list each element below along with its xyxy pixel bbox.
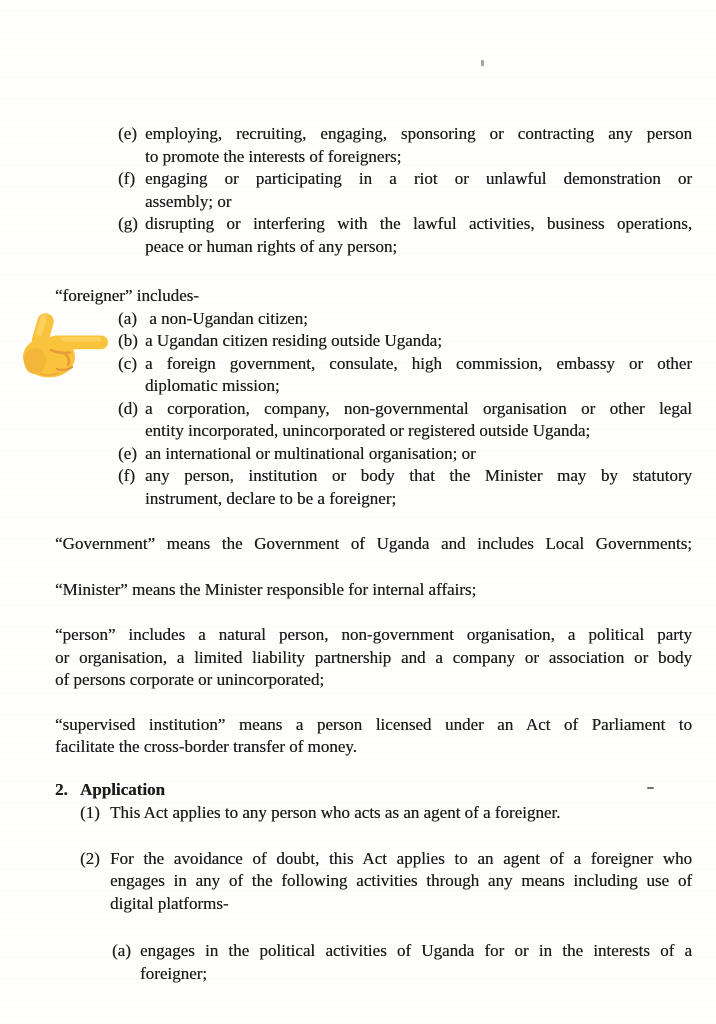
clause-list-efg <box>118 123 692 258</box>
text-line: an international or multinational organisation; or <box>145 443 476 463</box>
text-line: a Ugandan citizen residing outside Uganda; <box>145 331 442 350</box>
list-item <box>118 443 692 466</box>
text-line: digital platforms- <box>110 893 229 913</box>
definition-term-line: “foreigner” includes- <box>55 286 199 305</box>
item-label: (a) <box>118 308 137 328</box>
item-label: (c) <box>118 353 137 373</box>
list-item <box>118 398 692 443</box>
section-title: Application <box>80 779 166 799</box>
item-label: (a) <box>112 941 131 960</box>
text-line: a corporation, company, non-governmental organisation or other legal <box>145 398 692 418</box>
text-line: a non-Ugandan citizen; <box>145 308 308 328</box>
text-line: entity incorporated, unincorporated or registered outside Uganda; <box>145 421 591 440</box>
item-label: (g) <box>118 214 138 233</box>
list-item <box>112 940 692 985</box>
list-item <box>80 802 692 825</box>
text-line: peace or human rights of any person; <box>145 236 398 256</box>
item-label: (f) <box>118 466 135 485</box>
scan-dash <box>647 787 654 789</box>
definition-person <box>55 624 692 692</box>
text-line: instrument, declare to be a foreigner; <box>145 488 397 508</box>
text-line: engages in any of the following activities through any means including use of <box>110 871 692 890</box>
list-item <box>118 213 692 258</box>
text-line: or organisation, a limited liability partnership and a company or association or body <box>55 647 692 667</box>
text-line: to promote the interests of foreigners; <box>145 146 402 166</box>
definition-foreigner <box>55 285 692 510</box>
definition-supervised-institution <box>55 714 692 759</box>
text-line: foreigner; <box>140 963 208 983</box>
text-line: assembly; or <box>145 191 232 211</box>
list-item <box>118 465 692 510</box>
section-number: 2. <box>55 779 68 799</box>
section-2-heading <box>55 779 692 802</box>
list-item <box>118 123 692 168</box>
list-item <box>55 579 692 602</box>
item-label: (f) <box>118 169 135 188</box>
text-line: any person, institution or body that the Minister may by statutory <box>145 466 692 485</box>
text-line: engaging or participating in a riot or unlawful demonstration or <box>145 169 692 188</box>
section-2-sub-1 <box>80 802 692 825</box>
text-line: “person” includes a natural person, non-government organisation, a political party <box>55 625 692 644</box>
list-item <box>55 533 692 556</box>
section-2-sub-2 <box>80 848 692 916</box>
text-line: “Government” means the Government of Uganda and includes Local Governments; <box>55 534 692 553</box>
text-line: This Act applies to any person who acts as an agent of a foreigner. <box>110 803 561 822</box>
item-label: (e) <box>118 124 137 143</box>
text-line: “Minister” means the Minister responsible for internal affairs; <box>55 579 477 599</box>
text-line: “supervised institution” means a person licensed under an Act of Parliament to <box>55 714 692 734</box>
text-line: of persons corporate or unincorporated; <box>55 670 325 689</box>
text-line: disrupting or interfering with the lawful activities, business operations, <box>145 214 692 233</box>
scan-speck <box>481 60 484 66</box>
text-line: For the avoidance of doubt, this Act applies to an agent of a foreigner who <box>110 848 692 868</box>
document-body <box>0 123 716 985</box>
list-item <box>55 714 692 759</box>
definition-government <box>55 533 692 556</box>
list-item <box>118 353 692 398</box>
item-label: (1) <box>80 803 100 822</box>
section-2-sub-2-a <box>112 940 692 985</box>
item-label: (b) <box>118 331 138 350</box>
text-line: facilitate the cross-border transfer of money. <box>55 737 357 756</box>
list-item <box>80 848 692 916</box>
list-item <box>118 168 692 213</box>
text-line: employing, recruiting, engaging, sponsoring or contracting any person <box>145 124 692 143</box>
definition-minister <box>55 579 692 602</box>
text-line: a foreign government, consulate, high commission, embassy or other <box>145 353 692 373</box>
list-item <box>118 330 692 353</box>
item-label: (d) <box>118 398 138 418</box>
item-label: (e) <box>118 443 137 463</box>
text-line: engages in the political activities of Uganda for or in the interests of a <box>140 941 692 960</box>
text-line: diplomatic mission; <box>145 376 280 395</box>
list-item <box>55 624 692 692</box>
item-label: (2) <box>80 848 100 868</box>
list-item <box>118 308 692 331</box>
